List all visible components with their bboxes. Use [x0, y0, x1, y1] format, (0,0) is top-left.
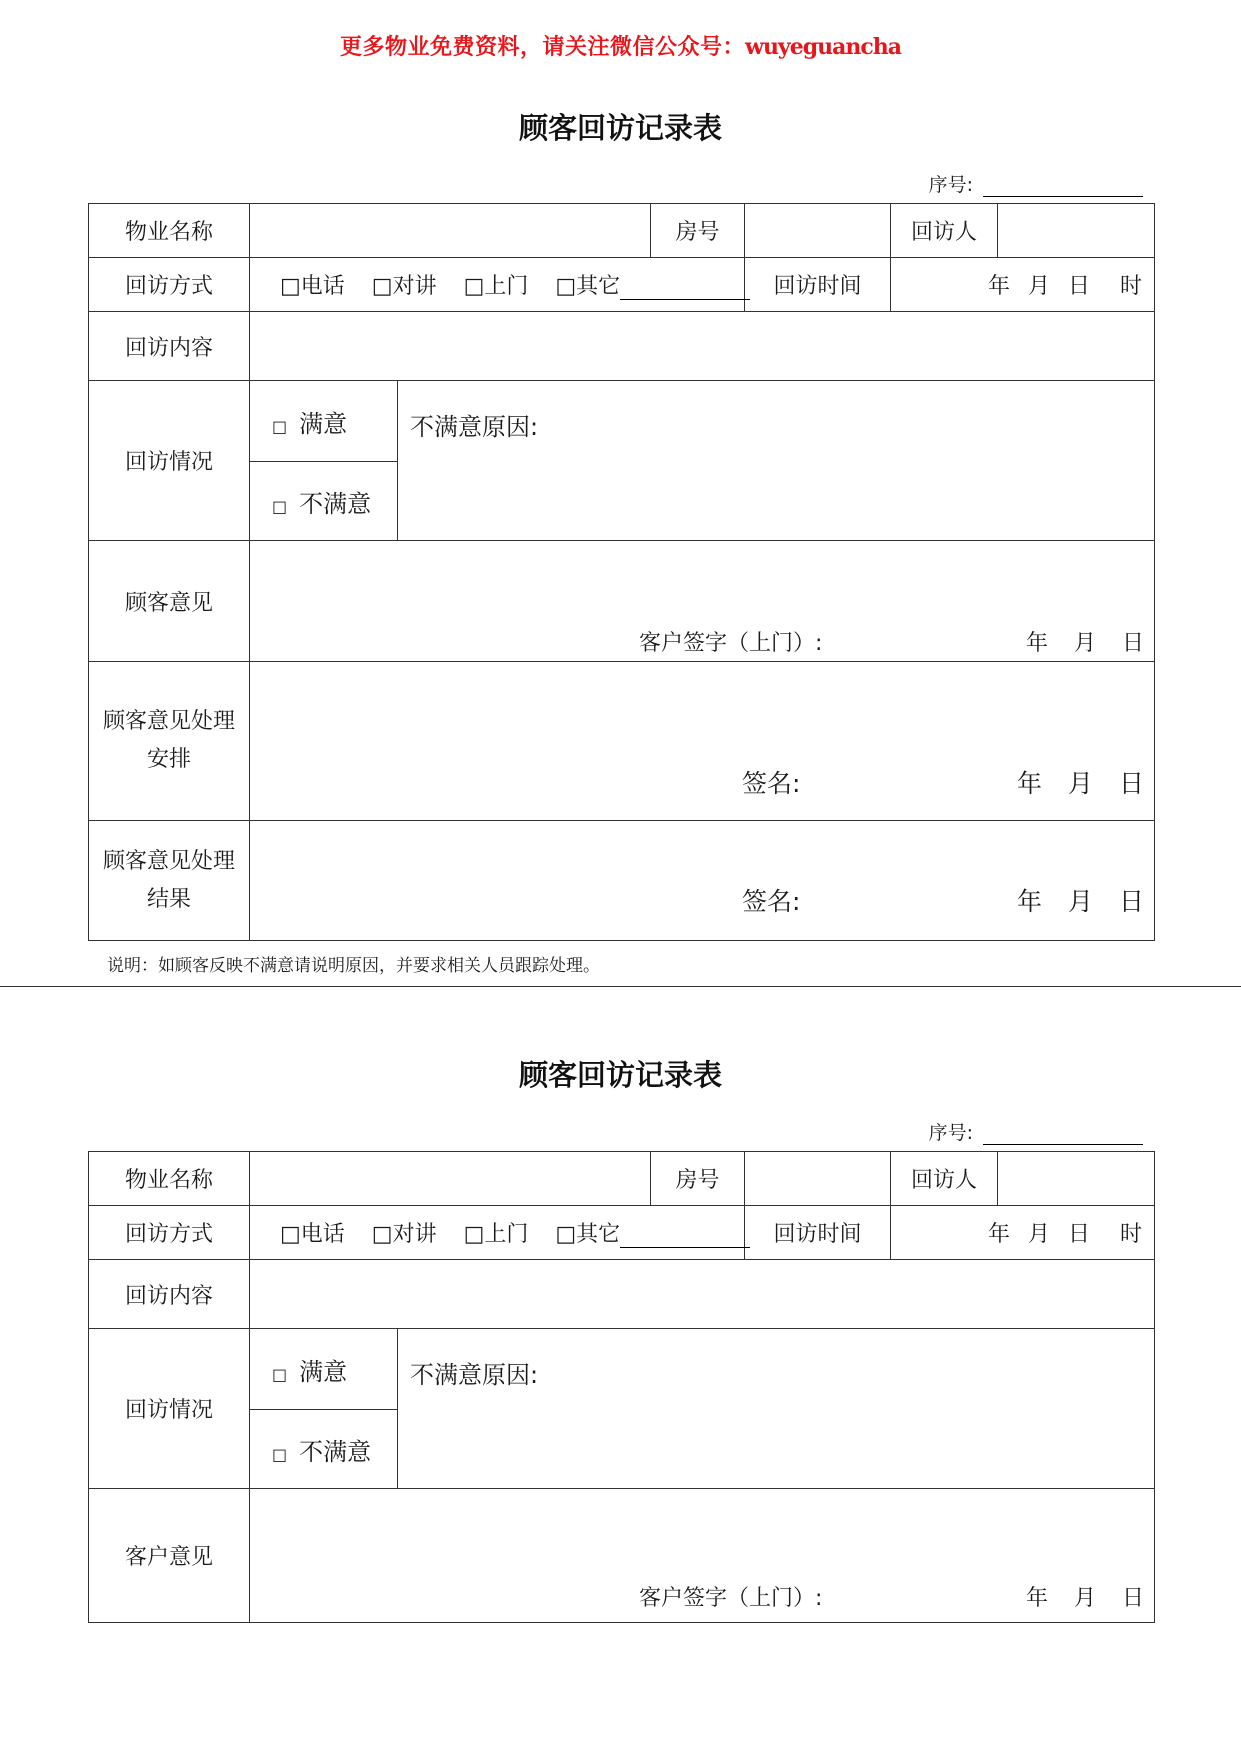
visit-content-field[interactable] [250, 1260, 1155, 1329]
arrangement-field[interactable] [250, 662, 1155, 821]
form-title: 顾客回访记录表 [518, 1058, 722, 1092]
visit-status-label: 回访情况 [89, 1329, 250, 1489]
year-unit: 年 [987, 274, 1010, 299]
satisfied-checkbox[interactable]: □ [272, 1364, 288, 1384]
customer-opinion-field[interactable] [250, 541, 1155, 662]
result-label-line2: 结果 [146, 886, 191, 912]
visitor-label: 回访人 [891, 1152, 998, 1206]
method-other-blank[interactable] [620, 283, 750, 300]
day-unit: 日 [1121, 1586, 1144, 1611]
property-name-field[interactable] [250, 204, 651, 258]
form-note: 说明：如顾客反映不满意请说明原因，并要求相关人员跟踪处理。 [107, 956, 600, 976]
room-number-label: 房号 [651, 1152, 745, 1206]
page-divider [0, 986, 1241, 987]
visit-method-label: 回访方式 [89, 258, 250, 312]
day-unit: 日 [1118, 887, 1144, 916]
serial-number-field [929, 170, 1143, 197]
method-intercom-checkbox[interactable]: □对讲 [371, 1222, 437, 1247]
customer-signature-label: 客户签字（上门）: [639, 1586, 823, 1611]
year-unit: 年 [1016, 887, 1042, 916]
promo-banner [0, 30, 1241, 61]
arrangement-label [89, 662, 250, 821]
visitor-label: 回访人 [891, 204, 998, 258]
visitor-field[interactable] [998, 1152, 1155, 1206]
property-name-label: 物业名称 [89, 204, 250, 258]
arrangement-signature-label: 签名: [742, 769, 801, 798]
satisfied-option[interactable] [250, 1329, 398, 1410]
month-unit: 月 [1067, 887, 1093, 916]
arrangement-label-line2: 安排 [146, 747, 191, 772]
serial-number-field [929, 1118, 1143, 1145]
satisfied-label: 满意 [299, 1357, 348, 1386]
unsatisfied-checkbox[interactable]: □ [272, 1444, 288, 1464]
visit-method-options [250, 258, 745, 312]
unsatisfied-reason-label: 不满意原因: [410, 1361, 539, 1389]
month-unit: 月 [1073, 631, 1096, 656]
unsatisfied-reason-label: 不满意原因: [410, 413, 539, 441]
method-phone-checkbox[interactable]: □电话 [280, 1222, 345, 1247]
method-other-checkbox[interactable]: □其它 [555, 274, 621, 299]
room-number-label: 房号 [651, 204, 745, 258]
year-unit: 年 [1025, 1586, 1048, 1611]
visit-time-field[interactable] [891, 1206, 1155, 1260]
unsatisfied-label: 不满意 [299, 1437, 372, 1466]
signature-date[interactable] [1000, 626, 1144, 657]
visit-method-options [250, 1206, 745, 1260]
promo-banner-account: wuyeguancha [745, 34, 901, 60]
property-name-field[interactable] [250, 1152, 651, 1206]
method-onsite-checkbox[interactable]: □上门 [463, 274, 529, 299]
hour-unit: 时 [1119, 1222, 1142, 1247]
month-unit: 月 [1027, 1222, 1050, 1247]
visit-record-table [88, 1151, 1155, 1623]
method-intercom-checkbox[interactable]: □对讲 [371, 274, 437, 299]
room-number-field[interactable] [745, 1152, 891, 1206]
satisfied-label: 满意 [299, 409, 348, 438]
hour-unit: 时 [1119, 274, 1142, 299]
satisfied-option[interactable] [250, 381, 398, 462]
promo-banner-text: 更多物业免费资料，请关注微信公众号： [339, 35, 745, 60]
visit-content-label: 回访内容 [89, 1260, 250, 1329]
month-unit: 月 [1027, 274, 1050, 299]
visit-content-label: 回访内容 [89, 312, 250, 381]
customer-signature-label: 客户签字（上门）: [639, 631, 823, 656]
method-other-checkbox[interactable]: □其它 [555, 1222, 621, 1247]
visitor-field[interactable] [998, 204, 1155, 258]
method-onsite-checkbox[interactable]: □上门 [463, 1222, 529, 1247]
month-unit: 月 [1067, 769, 1093, 798]
satisfied-checkbox[interactable]: □ [272, 416, 288, 436]
visit-method-label: 回访方式 [89, 1206, 250, 1260]
unsatisfied-label: 不满意 [299, 489, 372, 518]
visit-time-label: 回访时间 [745, 1206, 891, 1260]
method-phone-checkbox[interactable]: □电话 [280, 274, 345, 299]
serial-blank[interactable] [983, 1130, 1143, 1145]
day-unit: 日 [1118, 769, 1144, 798]
customer-opinion-field[interactable] [250, 1489, 1155, 1623]
serial-label: 序号: [928, 174, 973, 196]
unsatisfied-reason-field[interactable] [398, 381, 1155, 541]
visit-record-table [88, 203, 1155, 941]
unsatisfied-option[interactable] [250, 462, 398, 541]
year-unit: 年 [1025, 631, 1048, 656]
arrangement-date[interactable] [991, 764, 1144, 800]
result-date[interactable] [991, 882, 1144, 918]
unsatisfied-reason-field[interactable] [398, 1329, 1155, 1489]
serial-blank[interactable] [983, 182, 1143, 197]
month-unit: 月 [1073, 1586, 1096, 1611]
result-label-line1: 顾客意见处理 [102, 848, 235, 874]
day-unit: 日 [1121, 631, 1144, 656]
customer-opinion-label: 客户意见 [89, 1489, 250, 1623]
visit-content-field[interactable] [250, 312, 1155, 381]
unsatisfied-checkbox[interactable]: □ [272, 496, 288, 516]
arrangement-label-line1: 顾客意见处理 [102, 709, 235, 734]
property-name-label: 物业名称 [89, 1152, 250, 1206]
visit-time-field[interactable] [891, 258, 1155, 312]
customer-opinion-label: 顾客意见 [89, 541, 250, 662]
year-unit: 年 [1016, 769, 1042, 798]
visit-status-label: 回访情况 [89, 381, 250, 541]
signature-date[interactable] [1000, 1581, 1144, 1612]
day-unit: 日 [1067, 1222, 1090, 1247]
serial-label: 序号: [928, 1122, 973, 1144]
year-unit: 年 [987, 1222, 1010, 1247]
day-unit: 日 [1067, 274, 1090, 299]
unsatisfied-option[interactable] [250, 1410, 398, 1489]
result-field[interactable] [250, 821, 1155, 941]
room-number-field[interactable] [745, 204, 891, 258]
visit-time-label: 回访时间 [745, 258, 891, 312]
form-title: 顾客回访记录表 [518, 111, 722, 145]
result-signature-label: 签名: [742, 887, 801, 916]
result-label [89, 821, 250, 941]
method-other-blank[interactable] [620, 1231, 750, 1248]
